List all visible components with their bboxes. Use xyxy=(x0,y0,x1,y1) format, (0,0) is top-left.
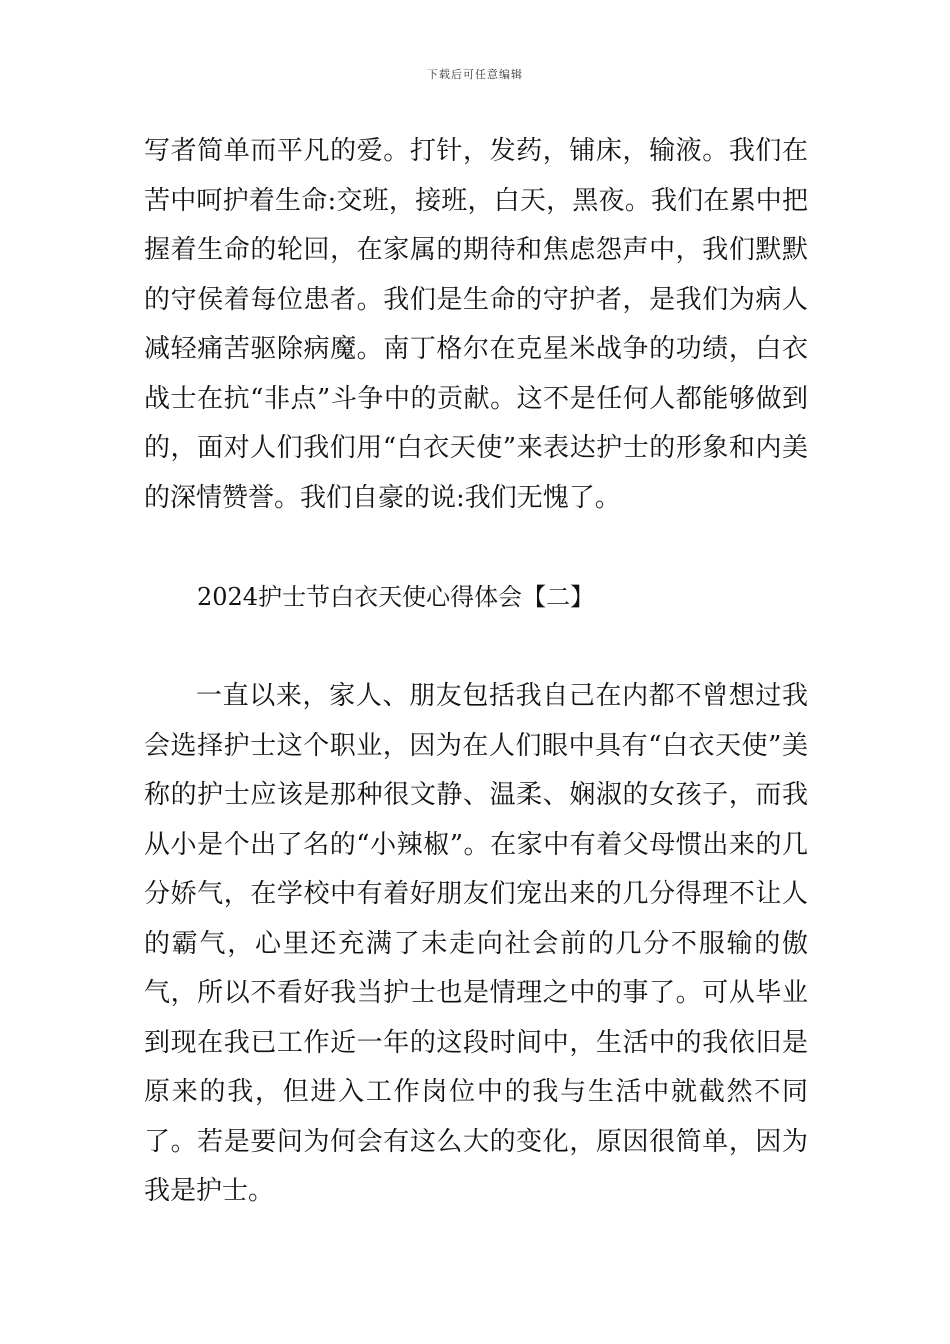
page-header-note: 下载后可任意编辑 xyxy=(427,68,523,81)
section-heading: 2024护士节白衣天使心得体会【二】 xyxy=(197,583,595,611)
body-paragraph-1: 写者简单而平凡的爱。打针，发药，铺床，输液。我们在苦中呵护着生命:交班，接班，白天，黑夜。我们在累中把握着生命的轮回，在家属的期待和焦虑怨声中，我们默默的守侯着每位患者。我们是生命的守护者，是我们为病人减轻痛苦驱除病魔。南丁格尔在克星米战争的功绩，白衣战士在抗“非点”斗争中的贡献。这不是任何人都能够做到的，面对人们我们用“白衣天使”来表达护士的形象和内美的深情赞誉。我们自豪的说:我们无愧了。 xyxy=(144,136,808,513)
body-paragraph-2: 一直以来，家人、朋友包括我自己在内都不曾想过我会选择护士这个职业，因为在人们眼中具有“白衣天使”美称的护士应该是那种很文静、温柔、娴淑的女孩子，而我从小是个出了名的“小辣椒”。在家中有着父母惯出来的几分娇气，在学校中有着好朋友们宠出来的几分得理不让人的霸气，心里还充满了未走向社会前的几分不服输的傲气，所以不看好我当护士也是情理之中的事了。可从毕业到现在我已工作近一年的这段时间中，生活中的我依旧是原来的我，但进入工作岗位中的我与生活中就截然不同了。若是要问为何会有这么大的变化，原因很简单，因为我是护士。 xyxy=(144,681,808,1206)
